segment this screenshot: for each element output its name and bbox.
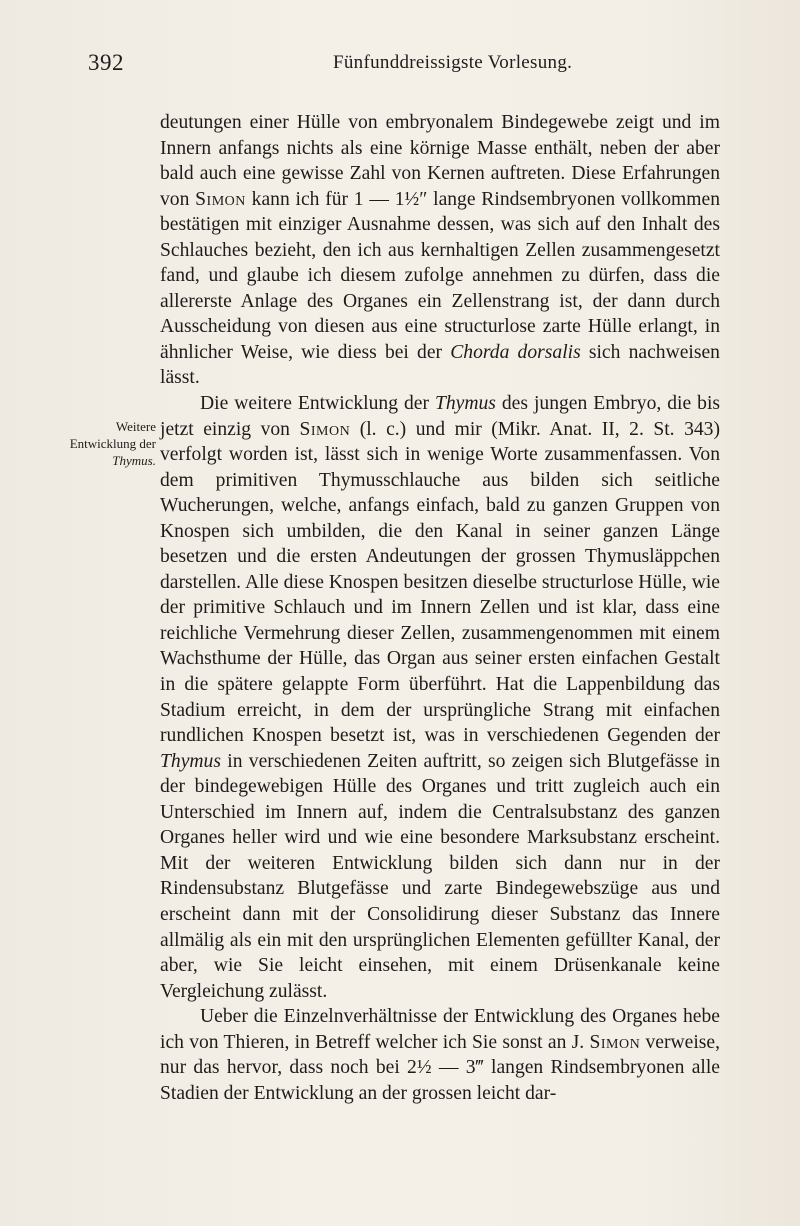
paragraph-1: [160, 110, 720, 391]
paragraph-2-text-a: Die weitere Entwicklung der: [200, 393, 435, 415]
latin-term: Chorda dorsalis: [450, 341, 581, 363]
paragraph-3-text-b: verweise, nur das hervor, dass noch bei 2½ — 3‴ langen Rindsembryonen alle Stadien der Entwicklung an der grossen leicht dar-: [160, 1031, 720, 1104]
margin-note: [28, 418, 156, 469]
paragraph-1-text-a: deutungen einer Hülle von embryonalem Bindegewebe zeigt und im Innern anfangs nichts als eine körnige Masse enthält, neben der aber bald auch eine gewisse Zahl von Kernen auftreten. Diese Erfahrungen von: [160, 112, 720, 210]
margin-note-line-1: Weitere: [115, 419, 156, 434]
author-name: Simon: [195, 188, 246, 210]
latin-term: Thymus: [434, 393, 496, 415]
paragraph-3: [160, 1004, 720, 1106]
margin-note-line-3: Thymus.: [112, 453, 156, 468]
author-name: Simon: [299, 418, 351, 440]
paragraph-2-text-c: (l. c.) und mir (Mikr. Anat. II, 2. St. 343) verfolgt worden ist, lässt sich in wenige Worte zusammenfassen. Von dem primitiven Thymusschlauche aus bilden sich seitliche Wucherungen, welche, anfangs einfach, bald zu ganzen Gruppen von Knospen sich umbilden, die den Kanal in seiner ganzen Länge besetzen und die ersten Andeutungen der grossen Thymusläppchen darstellen. Alle diese Knospen besitzen dieselbe structurlose Hülle, wie der primitive Schlauch und im Innern Zellen und ist klar, dass eine reichliche Vermehrung dieser Zellen, zusammengenommen mit einem Wachsthume der Hülle, das Organ aus seiner ersten einfachen Gestalt in die spätere gelappte Form überführt. Hat die Lappenbildung das Stadium erreicht, in dem der ursprüngliche Strang mit einfachen rundlichen Knospen besetzt ist, was in verschiedenen Gegenden der: [160, 418, 720, 747]
paragraph-1-text-b: kann ich für 1 — 1½″ lange Rindsembryonen vollkommen bestätigen mit einziger Ausnahme dessen, was sich auf den Inhalt des Schlauches bezieht, den ich aus kernhaltigen Zellen zusammengesetzt fand, und glaube ich diesem zufolge annehmen zu dürfen, dass die allererste Anlage des Organes ein Zellenstrang ist, der dann durch Ausscheidung von diesen aus eine structurlose zarte Hülle erlangt, in ähnlicher Weise, wie diess bei der: [160, 188, 720, 363]
paragraph-1-text-c: sich nachweisen lässt.: [160, 341, 720, 389]
latin-term: Thymus: [160, 750, 221, 772]
running-title: Fünfunddreissigste Vorlesung.: [333, 52, 573, 73]
margin-note-line-2: Entwicklung der: [69, 436, 156, 451]
body-text: [160, 110, 720, 1106]
paragraph-2: [160, 391, 720, 1004]
paragraph-2-text-b: des jungen Embryo, die bis jetzt einzig von: [160, 393, 721, 440]
running-head: [88, 50, 708, 80]
page-number: 392: [88, 50, 124, 75]
paragraph-3-text-a: Ueber die Einzelnverhältnisse der Entwicklung des Organes hebe ich von Thieren, in Betreff welcher ich Sie sonst an J.: [160, 1006, 720, 1053]
author-name: Simon: [589, 1031, 641, 1053]
paragraph-2-text-d: in verschiedenen Zeiten auftritt, so zeigen sich Blutgefässe in der bindegewebigen Hülle des Organes und tritt zugleich auch ein Unterschied im Innern auf, indem die Centralsubstanz des ganzen Organes heller wird und wie eine besondere Marksubstanz erscheint. Mit der weiteren Entwicklung bilden sich dann nur in der Rindensubstanz Blutgefässe und zarte Bindegewebszüge aus und erscheint dann mit der Consolidirung dieser Substanz das Innere allmälig als ein mit den ursprünglichen Elementen gefüllter Kanal, der aber, wie Sie leicht einsehen, mit einem Drüsenkanale keine Vergleichung zulässt.: [160, 750, 720, 1002]
